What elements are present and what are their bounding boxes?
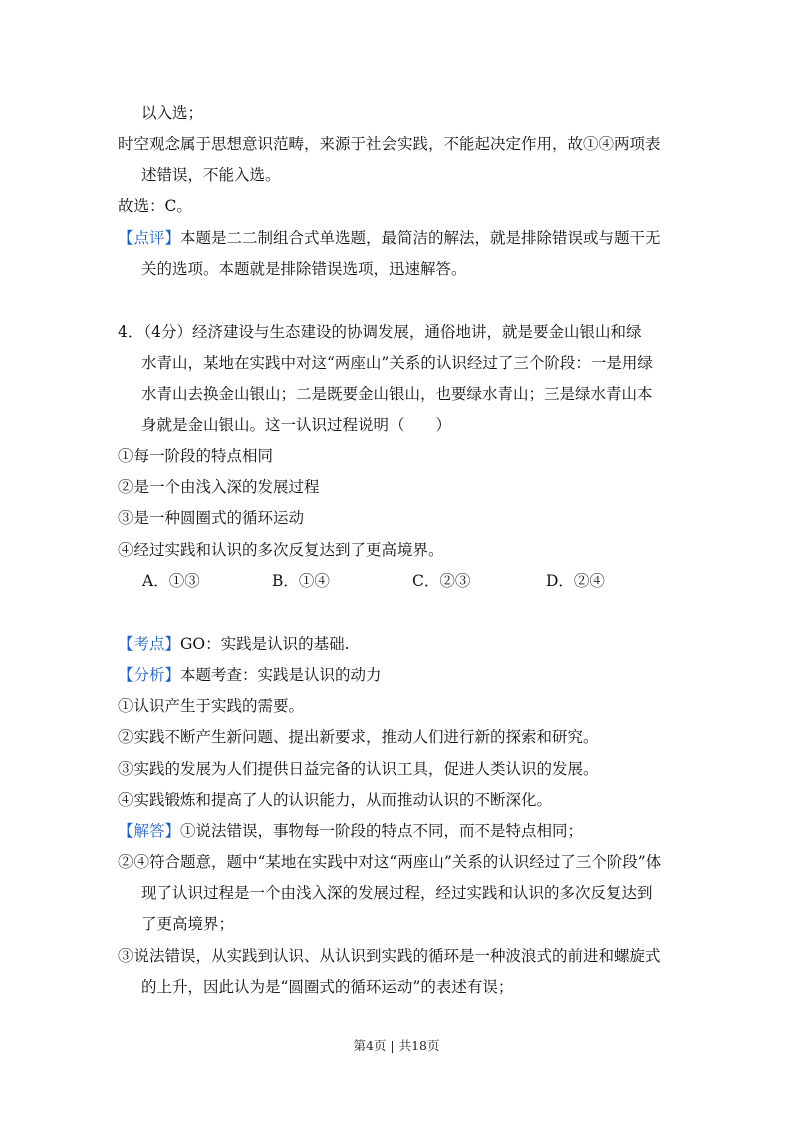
fenxi-line [118,665,382,685]
prev-analysis-line: 述错误，不能入选。 [141,166,281,184]
question-stem-line: 水青山，某地在实践中对这“两座山”关系的认识经过了三个阶段：一是用绿 [141,354,653,372]
kaodian-tag: 【考点】 [118,635,181,653]
prev-answer: 故选：C。 [118,197,192,215]
kaodian-text: GO：实践是认识的基础. [180,635,350,653]
fenxi-tag: 【分析】 [118,666,181,684]
page-footer: 第4页 | 共18页 [353,1038,440,1053]
question-stem-line: 水青山去换金山银山；二是既要金山银山，也要绿水青山；三是绿水青山本 [141,385,653,403]
prev-review-line [118,228,661,248]
statement-item: ④经过实践和认识的多次反复达到了更高境界。 [118,541,444,559]
jieda-line: ③说法错误，从实践到认识、从认识到实践的循环是一种波浪式的前进和螺旋式 [118,947,661,965]
jieda-line: ②④符合题意，题中“某地在实践中对这“两座山”关系的认识经过了三个阶段”体 [118,853,662,871]
fenxi-point: ④实践锻炼和提高了人的认识能力，从而推动认识的不断深化。 [118,791,553,809]
option-b: B．①④ [272,572,330,590]
fenxi-text: 本题考查：实践是认识的动力 [180,666,382,684]
jieda-tag: 【解答】 [118,822,181,840]
fenxi-point: ①认识产生于实践的需要。 [118,697,305,715]
option-c: C．②③ [412,572,471,590]
option-a: A．①③ [142,572,200,590]
question-stem-line: 身就是金山银山。这一认识过程说明（ ） [141,416,452,434]
option-d: D．②④ [546,572,605,590]
review-text: 本题是二二制组合式单选题，最简洁的解法，就是排除错误或与题干无 [180,229,661,247]
review-tag: 【点评】 [118,229,181,247]
statement-item: ②是一个由浅入深的发展过程 [118,478,320,496]
question-stem-line: 4．（4分）经济建设与生态建设的协调发展，通俗地讲，就是要金山银山和绿 [118,323,642,341]
jieda-text: ①说法错误，事物每一阶段的特点不同，而不是特点相同； [180,822,584,840]
statement-item: ③是一种圆圈式的循环运动 [118,509,305,527]
jieda-line: 了更高境界； [141,915,235,933]
kaodian-line [118,634,350,654]
prev-review-line: 关的选项。本题就是排除错误选项，迅速解答。 [141,260,467,278]
statement-item: ①每一阶段的特点相同 [118,447,274,465]
jieda-line [118,821,583,841]
prev-analysis-line: 时空观念属于思想意识范畴，来源于社会实践，不能起决定作用，故①④两项表 [118,135,661,153]
jieda-line: 现了认识过程是一个由浅入深的发展过程，经过实践和认识的多次反复达到 [141,884,653,902]
fenxi-point: ③实践的发展为人们提供日益完备的认识工具，促进人类认识的发展。 [118,760,599,778]
prev-analysis-line: 以入选； [141,104,204,122]
fenxi-point: ②实践不断产生新问题、提出新要求，推动人们进行新的探索和研究。 [118,728,599,746]
jieda-line: 的上升，因此认为是“圆圈式的循环运动”的表述有误； [141,978,514,996]
